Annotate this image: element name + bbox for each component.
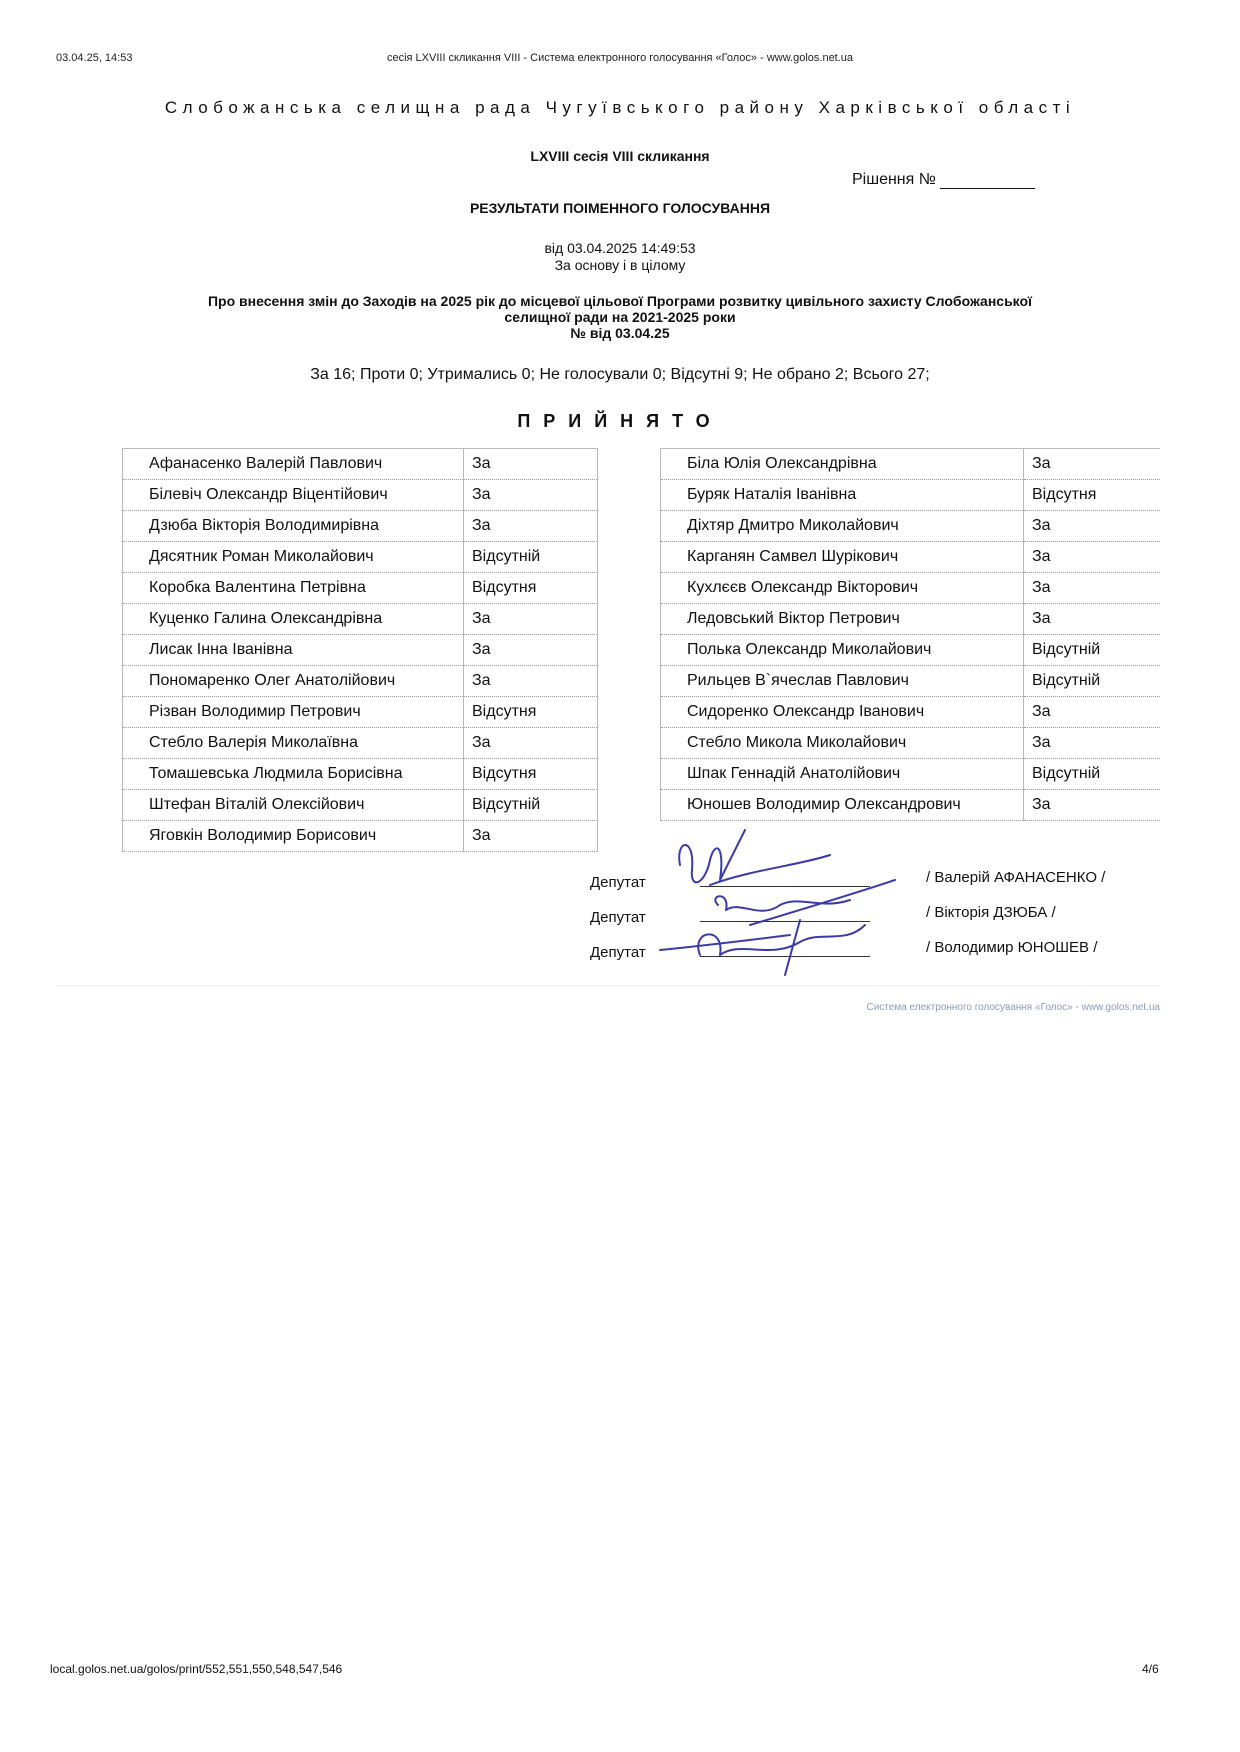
deputy-vote: За: [464, 728, 598, 759]
deputy-name: Дясятник Роман Миколайович: [123, 542, 464, 573]
deputy-vote: За: [1024, 511, 1161, 542]
deputy-name: Афанасенко Валерій Павлович: [123, 449, 464, 480]
vote-row: [123, 542, 598, 573]
vote-summary: За 16; Проти 0; Утримались 0; Не голосували 0; Відсутні 9; Не обрано 2; Всього 27;: [310, 366, 930, 383]
deputy-vote: Відсутня: [1024, 480, 1161, 511]
deputy-vote: Відсутня: [464, 697, 598, 728]
signature-name: / Валерій АФАНАСЕНКО /: [926, 869, 1106, 886]
deputy-vote: За: [1024, 697, 1161, 728]
page-url: local.golos.net.ua/golos/print/552,551,550,548,547,546: [50, 1662, 343, 1676]
signature-stroke: [660, 920, 865, 975]
votes-table-left: [122, 448, 598, 852]
deputy-name: Шпак Геннадій Анатолійович: [661, 759, 1024, 790]
signature-stroke: [715, 880, 895, 925]
vote-row: [661, 573, 1161, 604]
deputy-name: Лисак Інна Іванівна: [123, 635, 464, 666]
deputy-vote: За: [1024, 449, 1161, 480]
deputy-vote: За: [1024, 542, 1161, 573]
deputy-vote: Відсутня: [464, 759, 598, 790]
footer-divider: [56, 985, 1160, 986]
deputy-vote: За: [464, 449, 598, 480]
vote-row: [661, 697, 1161, 728]
deputy-name: Різван Володимир Петрович: [123, 697, 464, 728]
deputy-vote: Відсутня: [464, 573, 598, 604]
deputy-vote: За: [464, 635, 598, 666]
deputy-vote: Відсутній: [1024, 635, 1161, 666]
vote-subject: [140, 293, 1100, 341]
deputy-name: Пономаренко Олег Анатолійович: [123, 666, 464, 697]
vote-row: [123, 790, 598, 821]
vote-row: [661, 542, 1161, 573]
deputy-name: Дзюба Вікторія Володимирівна: [123, 511, 464, 542]
vote-row: [123, 635, 598, 666]
deputy-name: Полька Олександр Миколайович: [661, 635, 1024, 666]
vote-row: [661, 511, 1161, 542]
deputy-vote: За: [464, 666, 598, 697]
deputy-name: Юношев Володимир Олександрович: [661, 790, 1024, 821]
print-title: сесія LXVIII скликання VIII - Система електронного голосування «Голос» - www.golos.net.ua: [386, 52, 854, 64]
vote-row: [661, 635, 1161, 666]
deputy-vote: За: [1024, 790, 1161, 821]
vote-row: [661, 666, 1161, 697]
vote-row: [123, 821, 598, 852]
signature-name: / Володимир ЮНОШЕВ /: [926, 939, 1098, 956]
vote-row: [123, 573, 598, 604]
deputy-vote: За: [464, 821, 598, 852]
vote-row: [661, 604, 1161, 635]
deputy-name: Кухлєєв Олександр Вікторович: [661, 573, 1024, 604]
vote-row: [661, 728, 1161, 759]
results-title: РЕЗУЛЬТАТИ ПОІМЕННОГО ГОЛОСУВАННЯ: [469, 200, 771, 216]
vote-row: [661, 480, 1161, 511]
decision-blank-line: [940, 172, 1035, 189]
vote-row: [661, 759, 1161, 790]
deputy-name: Яговкін Володимир Борисович: [123, 821, 464, 852]
deputy-name: Коробка Валентина Петрівна: [123, 573, 464, 604]
decision-label: Рішення №: [852, 171, 936, 188]
vote-row: [123, 511, 598, 542]
deputy-vote: Відсутній: [1024, 666, 1161, 697]
vote-row: [123, 480, 598, 511]
vote-type: За основу і в цілому: [554, 257, 686, 273]
print-date: 03.04.25, 14:53: [56, 52, 133, 64]
subject-line: № від 03.04.25: [570, 325, 670, 341]
deputy-vote: За: [464, 604, 598, 635]
council-name: Слобожанська селищна рада Чугуївського району Харківської області: [164, 98, 1076, 117]
vote-row: [123, 728, 598, 759]
deputy-vote: Відсутній: [464, 790, 598, 821]
vote-outcome: ПРИЙНЯТО: [517, 411, 723, 431]
deputy-name: Буряк Наталія Іванівна: [661, 480, 1024, 511]
deputy-name: Стебло Микола Миколайович: [661, 728, 1024, 759]
deputy-vote: За: [464, 511, 598, 542]
vote-row: [123, 449, 598, 480]
deputy-name: Куценко Галина Олександрівна: [123, 604, 464, 635]
deputy-name: Діхтяр Дмитро Миколайович: [661, 511, 1024, 542]
vote-row: [123, 759, 598, 790]
deputy-name: Біла Юлія Олександрівна: [661, 449, 1024, 480]
session-title: LXVIII сесія VIII скликання: [530, 148, 710, 164]
votes-table-right: [660, 448, 1160, 821]
deputy-name: Томашевська Людмила Борисівна: [123, 759, 464, 790]
signature-label: Депутат: [590, 874, 646, 891]
deputy-name: Сидоренко Олександр Іванович: [661, 697, 1024, 728]
vote-row: [123, 697, 598, 728]
vote-date: від 03.04.2025 14:49:53: [544, 240, 696, 256]
vote-row: [661, 449, 1161, 480]
vote-row: [123, 666, 598, 697]
signature-name: / Вікторія ДЗЮБА /: [926, 904, 1056, 921]
footer-system-name: Система електронного голосування «Голос» - www.golos.net.ua: [866, 1002, 1160, 1013]
signature-label: Депутат: [590, 909, 646, 926]
deputy-vote: Відсутній: [1024, 759, 1161, 790]
deputy-name: Білевіч Олександр Віцентійович: [123, 480, 464, 511]
decision-number: [852, 171, 1035, 189]
deputy-vote: За: [1024, 573, 1161, 604]
deputy-vote: За: [1024, 728, 1161, 759]
deputy-name: Штефан Віталій Олексійович: [123, 790, 464, 821]
deputy-name: Рильцев В`ячеслав Павлович: [661, 666, 1024, 697]
handwritten-signatures: [650, 810, 910, 985]
deputy-vote: За: [1024, 604, 1161, 635]
signature-label: Депутат: [590, 944, 646, 961]
deputy-vote: За: [464, 480, 598, 511]
deputy-name: Стебло Валерія Миколаївна: [123, 728, 464, 759]
subject-line: селищної ради на 2021-2025 роки: [504, 309, 736, 325]
vote-row: [123, 604, 598, 635]
signature-stroke: [679, 830, 830, 885]
deputy-vote: Відсутній: [464, 542, 598, 573]
page-number: 4/6: [1142, 1662, 1159, 1676]
deputy-name: Карганян Самвел Шурікович: [661, 542, 1024, 573]
deputy-name: Ледовський Віктор Петрович: [661, 604, 1024, 635]
subject-line: Про внесення змін до Заходів на 2025 рік до місцевої цільової Програми розвитку цивільного захисту Слобожанської: [207, 293, 1032, 309]
